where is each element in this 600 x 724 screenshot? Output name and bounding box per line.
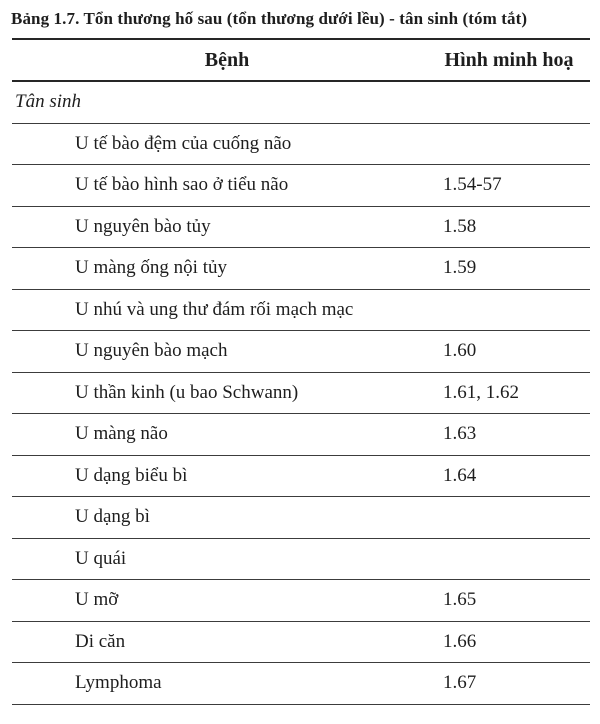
table-row [12,538,590,580]
disease-name: Di căn [12,621,442,663]
figure-reference [442,497,590,539]
disease-name: U dạng bì [12,497,442,539]
table-row [12,165,590,207]
disease-name: U tế bào hình sao ở tiểu não [12,165,442,207]
table-row [12,621,590,663]
column-header-figure: Hình minh hoạ [442,39,590,81]
table-row [12,289,590,331]
figure-reference [442,289,590,331]
disease-name: U thần kinh (u bao Schwann) [12,372,442,414]
table-row [12,372,590,414]
lesion-summary-table [12,38,590,705]
table-caption: Bảng 1.7. Tổn thương hố sau (tổn thương dưới lều) - tân sinh (tóm tắt) [11,9,528,28]
table-row [12,123,590,165]
figure-reference [442,123,590,165]
table-row [12,331,590,373]
figure-reference: 1.67 [442,663,590,705]
column-header-disease: Bệnh [12,39,442,81]
disease-name: U màng ống nội tủy [12,248,442,290]
disease-name: U nguyên bào mạch [12,331,442,373]
table-row [12,580,590,622]
disease-name: U mỡ [12,580,442,622]
figure-reference: 1.60 [442,331,590,373]
figure-reference: 1.65 [442,580,590,622]
figure-reference: 1.63 [442,414,590,456]
disease-name: Lymphoma [12,663,442,705]
figure-reference: 1.58 [442,206,590,248]
table-row [12,663,590,705]
disease-name: U nguyên bào tủy [12,206,442,248]
table-row [12,414,590,456]
table-row [12,455,590,497]
table-header-row [12,39,590,81]
disease-name: U màng não [12,414,442,456]
disease-name: U dạng biểu bì [12,455,442,497]
table-row [12,248,590,290]
table-row [12,206,590,248]
disease-name: U quái [12,538,442,580]
figure-reference [442,538,590,580]
disease-name: U nhú và ung thư đám rối mạch mạc [12,289,442,331]
figure-reference: 1.59 [442,248,590,290]
figure-reference: 1.66 [442,621,590,663]
figure-reference: 1.64 [442,455,590,497]
section-row [12,81,590,123]
figure-reference: 1.61, 1.62 [442,372,590,414]
figure-reference: 1.54-57 [442,165,590,207]
table-row [12,497,590,539]
section-label: Tân sinh [12,81,590,123]
disease-name: U tế bào đệm của cuống não [12,123,442,165]
